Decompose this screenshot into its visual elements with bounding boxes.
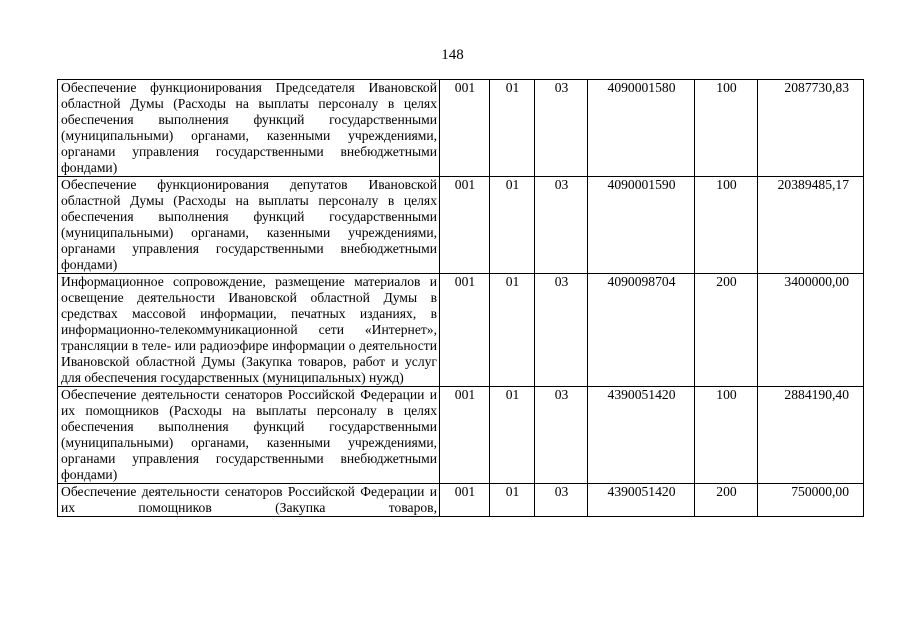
- amount-value: 3400000,00: [758, 274, 864, 387]
- section-code: 01: [490, 274, 535, 387]
- expense-type-code: 100: [695, 387, 758, 484]
- ministry-code: 001: [440, 387, 490, 484]
- section-code: 01: [490, 177, 535, 274]
- table-row: [58, 484, 864, 517]
- row-description: Обеспечение деятельности сенаторов Российской Федерации и их помощников (Расходы на выплаты персоналу в целях обеспечения выполнения функций государственными (муниципальными) органами, казенными учреждениями, органами управления государственными внебюджетными фондами): [58, 387, 440, 484]
- subsection-code: 03: [535, 274, 588, 387]
- ministry-code: 001: [440, 80, 490, 177]
- subsection-code: 03: [535, 177, 588, 274]
- page-number: 148: [441, 47, 464, 63]
- target-article-code: 4090001580: [588, 80, 695, 177]
- row-description: Обеспечение деятельности сенаторов Российской Федерации и их помощников (Закупка товаров,: [58, 484, 440, 517]
- ministry-code: 001: [440, 274, 490, 387]
- table-row: [58, 177, 864, 274]
- expense-type-code: 100: [695, 80, 758, 177]
- table-row: [58, 80, 864, 177]
- subsection-code: 03: [535, 387, 588, 484]
- amount-value: 2884190,40: [758, 387, 864, 484]
- target-article-code: 4090001590: [588, 177, 695, 274]
- amount-value: 750000,00: [758, 484, 864, 517]
- amount-value: 2087730,83: [758, 80, 864, 177]
- target-article-code: 4090098704: [588, 274, 695, 387]
- amount-value: 20389485,17: [758, 177, 864, 274]
- subsection-code: 03: [535, 484, 588, 517]
- section-code: 01: [490, 484, 535, 517]
- target-article-code: 4390051420: [588, 387, 695, 484]
- subsection-code: 03: [535, 80, 588, 177]
- budget-table: [57, 79, 864, 517]
- row-description: Обеспечение функционирования Председателя Ивановской областной Думы (Расходы на выплаты персоналу в целях обеспечения выполнения функций государственными (муниципальными) органами, казенными учреждениями, органами управления государственными внебюджетными фондами): [58, 80, 440, 177]
- ministry-code: 001: [440, 484, 490, 517]
- section-code: 01: [490, 387, 535, 484]
- expense-type-code: 100: [695, 177, 758, 274]
- row-description: Информационное сопровождение, размещение материалов и освещение деятельности Ивановской областной Думы в средствах массовой информации, печатных изданиях, в информационно-телекоммуникационной сети «Интернет», трансляции в теле- или радиоэфире информации о деятельности Ивановской областной Думы (Закупка товаров, работ и услуг для обеспечения государственных (муниципальных) нужд): [58, 274, 440, 387]
- table-row: [58, 387, 864, 484]
- row-description: Обеспечение функционирования депутатов Ивановской областной Думы (Расходы на выплаты персоналу в целях обеспечения выполнения функций государственными (муниципальными) органами, казенными учреждениями, органами управления государственными внебюджетными фондами): [58, 177, 440, 274]
- section-code: 01: [490, 80, 535, 177]
- expense-type-code: 200: [695, 274, 758, 387]
- target-article-code: 4390051420: [588, 484, 695, 517]
- ministry-code: 001: [440, 177, 490, 274]
- expense-type-code: 200: [695, 484, 758, 517]
- table-row: [58, 274, 864, 387]
